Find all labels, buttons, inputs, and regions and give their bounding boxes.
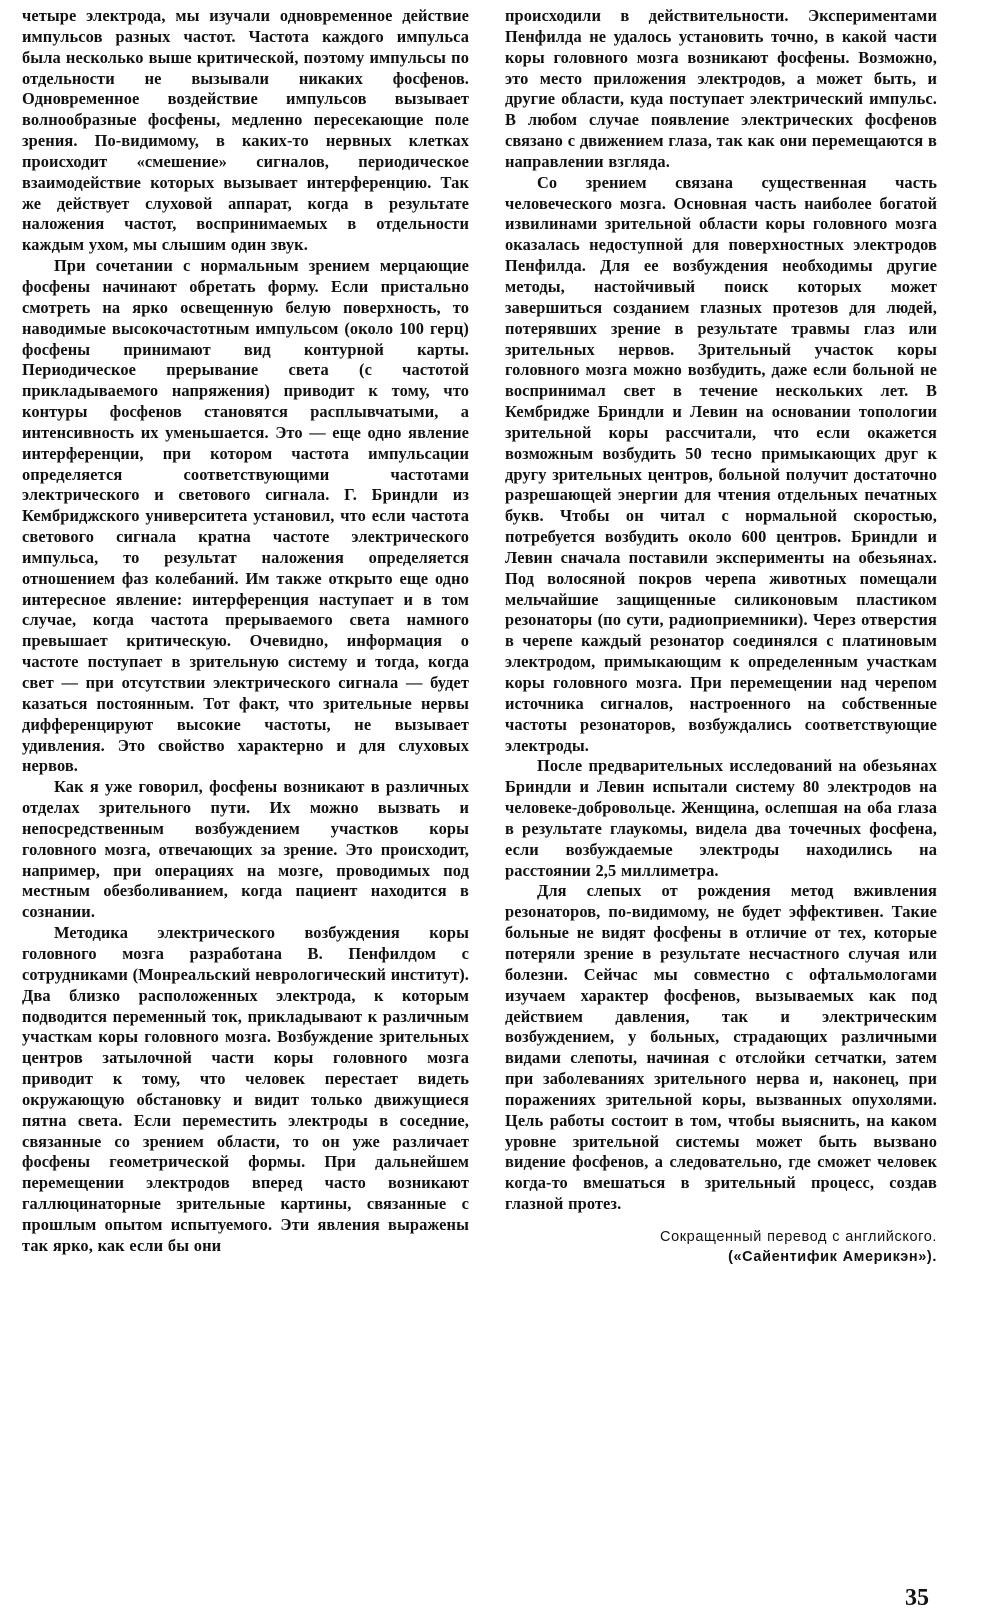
right-column	[505, 6, 937, 1267]
paragraph: После предварительных исследований на обезьянах Бриндли и Левин испытали систему 80 электродов на человеке-добровольце. Женщина, ослепшая на оба глаза в результате глаукомы, видела два точечных фосфена, если возбуждаемые электроды находились на расстоянии 2,5 миллиметра.	[505, 756, 937, 880]
paragraph: Методика электрического возбуждения коры головного мозга разработана В. Пенфилдом с сотрудниками (Монреальский неврологический институт). Два близко расположенных электрода, к которым подводится переменный ток, прикладывают к различным участкам коры головного мозга. Возбуждение зрительных центров затылочной части коры головного мозга приводит к тому, что человек перестает видеть окружающую обстановку и видит только движущиеся пятна света. Если переместить электроды в соседние, связанные со зрением области, то он уже различает фосфены геометрической формы. При дальнейшем перемещении электродов вперед часто возникают галлюцинаторные зрительные картины, связанные с прошлым опытом испытуемого. Эти явления выражены так ярко, как если бы они	[22, 923, 469, 1255]
page-number: 35	[905, 1585, 929, 1611]
paragraph: Со зрением связана существенная часть человеческого мозга. Основная часть наиболее богатой извилинами зрительной области коры головного мозга оказалась недоступной для поверхностных электродов Пенфилда. Для ее возбуждения необходимы другие методы, настойчивый поиск которых может завершиться созданием глазных протезов для людей, потерявших зрение в результате травмы глаз или зрительных нервов. Зрительный участок коры головного мозга можно возбудить, даже если больной не воспринимал свет в течение нескольких лет. В Кембридже Бриндли и Левин на основании топологии зрительной коры рассчитали, что если окажется возможным возбудить 50 тесно примыкающих друг к другу зрительных центров, больной получит достаточно разрешающей энергии для чтения отдельных печатных букв. Чтобы он читал с нормальной скоростью, потребуется возбудить около 600 центров. Бриндли и Левин сначала поставили эксперименты на обезьянах. Под волосяной покров черепа животных помещали мельчайшие защищенные силиконовым пластиком резонаторы (по сути, радиоприемники). Через отверстия в черепе каждый резонатор соединялся с платиновым электродом, примыкающим к определенным участкам коры головного мозга. При перемещении над черепом источника сигналов, настроенного на собственные частоты резонаторов, возбуждались соответствующие электроды.	[505, 172, 937, 755]
paragraph: Как я уже говорил, фосфены возникают в различных отделах зрительного пути. Их можно вызвать и непосредственным возбуждением участков коры головного мозга, отвечающих за зрение. Это происходит, например, при операциях на мозге, проводимых под местным обезболиванием, когда пациент находится в сознании.	[22, 777, 469, 922]
paragraph: происходили в действительности. Экспериментами Пенфилда не удалось установить точно, в какой части коры головного мозга возникают фосфены. Возможно, это место приложения электродов, а может быть, и другие области, куда поступает электрический импульс. В любом случае появление электрических фосфенов связано с движением глаза, так как они перемещаются в направлении взгляда.	[505, 6, 937, 171]
translation-credit	[505, 1227, 937, 1267]
paragraph: Для слепых от рождения метод вживления резонаторов, по-видимому, не будет эффективен. Такие больные не видят фосфены в отличие от тех, которые потеряли зрение в результате несчастного случая или болезни. Сейчас мы совместно с офтальмологами изучаем характер фосфенов, вызываемых как под действием давления, так и электрическим возбуждением, у больных, страдающих различными видами слепоты, начиная с отслойки сетчатки, затем при заболеваниях зрительного нерва и, наконец, при поражениях зрительной коры, вызванных опухолями. Цель работы состоит в том, чтобы выяснить, на каком уровне зрительной системы может быть вызвано видение фосфенов, а следовательно, где сможет человек когда-то вмешаться в зрительный процесс, создав глазной протез.	[505, 881, 937, 1214]
paragraph: четыре электрода, мы изучали одновременное действие импульсов разных частот. Частота каждого импульса была несколько выше критической, поэтому импульсы по отдельности не вызывали никаких фосфенов. Одновременное воздействие импульсов вызывает волнообразные фосфены, медленно пересекающие поле зрения. По-видимому, в каких-то нервных клетках происходит «смешение» сигналов, периодическое взаимодействие которых вызывает интерференцию. Так же действует слуховой аппарат, когда в результате наложения частот, воспринимаемых в отдельности каждым ухом, мы слышим один звук.	[22, 6, 469, 255]
left-column	[22, 6, 469, 1257]
credit-source: («Сайентифик Америкэн»).	[728, 1248, 937, 1265]
credit-translation-note: Сокращенный перевод с английского.	[660, 1228, 937, 1245]
paragraph: При сочетании с нормальным зрением мерцающие фосфены начинают обретать форму. Если пристально смотреть на ярко освещенную белую поверхность, то наводимые высокочастотным импульсом (около 100 герц) фосфены принимают вид контурной карты. Периодическое прерывание света (с частотой прикладываемого напряжения) приводит к тому, что контуры фосфенов становятся расплывчатыми, а интенсивность их уменьшается. Это — еще одно явление интерференции, при котором частота импульсации определяется соответствующими частотами электрического и светового сигнала. Г. Бриндли из Кембриджского университета установил, что если частота светового сигнала кратна частоте электрического импульса, то результат наложения определяется отношением фаз колебаний. Им также открыто еще одно интересное явление: интерференция наступает и в том случае, когда частота прерываемого света намного превышает критическую. Очевидно, информация о частоте поступает в зрительную систему и тогда, когда свет — при отсутствии электрического сигнала — будет казаться постоянным. Тот факт, что зрительные нервы дифференцируют высокие частоты, не вызывает удивления. Это свойство характерно и для слуховых нервов.	[22, 256, 469, 776]
